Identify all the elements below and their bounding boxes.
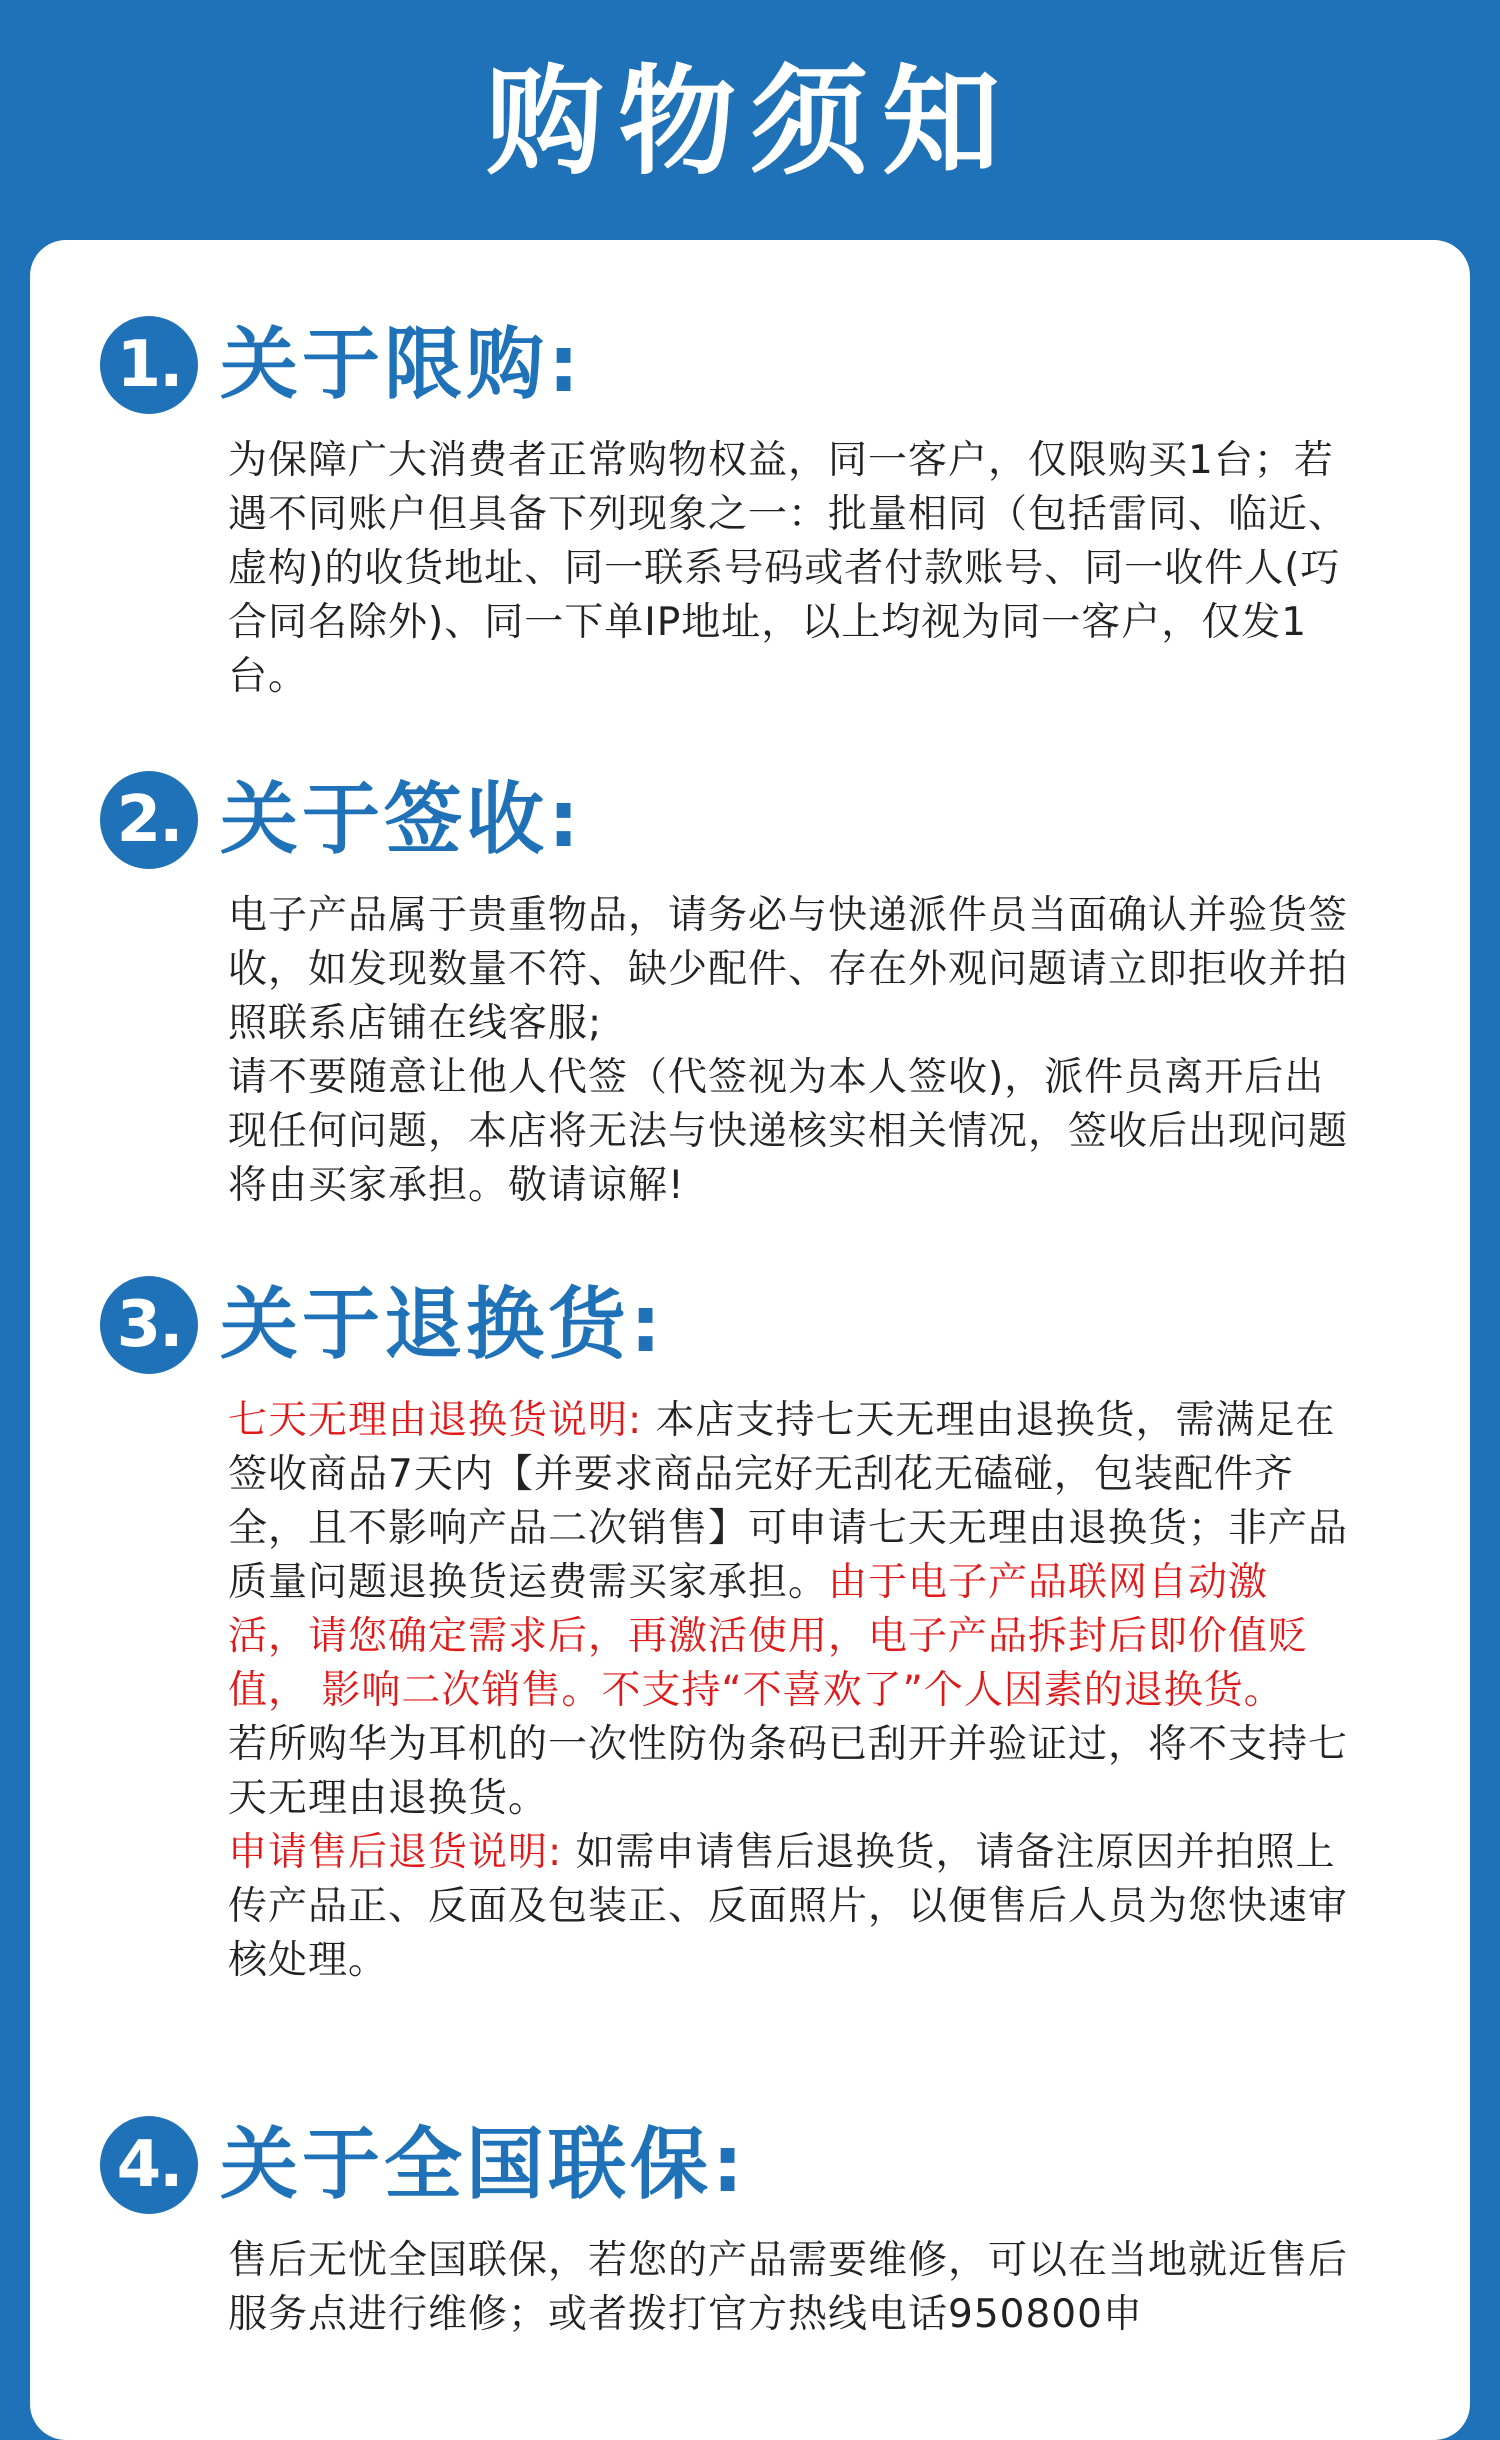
section-number-badge: 2. [100,771,198,869]
seven-day-text: 本店支持七天无理由退换货，需满足在签收商品7天内【并要求商品完好无刮花无磕碰，包装配件齐全，且不影响产品二次销售】可申请七天无理由退换货；非产品质量问题退换货运费需买家承担。 [228,1398,1349,1605]
section-purchase-limit [100,310,1400,704]
section-header [100,2110,1400,2220]
section-title: 关于全国联保: [220,2120,748,2210]
paragraph-aftersale [228,1826,1348,1988]
section-header [100,765,1400,875]
section-returns [100,1270,1400,1988]
paragraph-barcode: 若所购华为耳机的一次性防伪条码已刮开并验证过，将不支持七天无理由退换货。 [228,1722,1349,1821]
seven-day-label: 七天无理由退换货说明: [228,1398,643,1443]
section-number-badge: 3. [100,1276,198,1374]
section-title: 关于限购: [220,320,584,410]
aftersale-label: 申请售后退货说明: [228,1830,563,1875]
aftersale-text: 如需申请售后退换货，请备注原因并拍照上传产品正、反面及包装正、反面照片，以便售后人员为您快速审核处理。 [228,1830,1349,1983]
section-number-badge: 4. [100,2116,198,2214]
section-title: 关于签收: [220,775,584,865]
paragraph-seven-day [228,1394,1348,1718]
seven-day-warning: 由于电子产品联网自动激活，请您确定需求后，再激活使用，电子产品拆封后即价值贬值， 影响二次销售。不支持“不喜欢了”个人因素的退换货。 [228,1560,1309,1713]
section-header [100,310,1400,420]
section-national-warranty [100,2110,1400,2342]
page-title: 购物须知 [485,53,1014,191]
notice-card [30,240,1470,2440]
paragraph: 售后无忧全国联保，若您的产品需要维修，可以在当地就近售后服务点进行维修；或者拨打官方热线电话950800申 [228,2238,1349,2337]
section-body [228,889,1348,1213]
section-body [228,1394,1348,1988]
paragraph: 请不要随意让他人代签（代签视为本人签收)，派件员离开后出现任何问题，本店将无法与快递核实相关情况，签收后出现问题将由买家承担。敬请谅解! [228,1055,1349,1208]
section-body [228,434,1348,704]
section-title: 关于退换货: [220,1280,666,1370]
paragraph: 为保障广大消费者正常购物权益，同一客户，仅限购买1台；若遇不同账户但具备下列现象之一：批量相同（包括雷同、临近、虚构)的收货地址、同一联系号码或者付款账号、同一收件人(巧合同名除外)、同一下单IP地址，以上均视为同一客户，仅发1台。 [228,438,1349,699]
section-header [100,1270,1400,1380]
section-delivery-signoff [100,765,1400,1213]
section-body [228,2234,1348,2342]
section-number-badge: 1. [100,316,198,414]
paragraph: 电子产品属于贵重物品，请务必与快递派件员当面确认并验货签收，如发现数量不符、缺少配件、存在外观问题请立即拒收并拍照联系店铺在线客服; [228,893,1349,1046]
